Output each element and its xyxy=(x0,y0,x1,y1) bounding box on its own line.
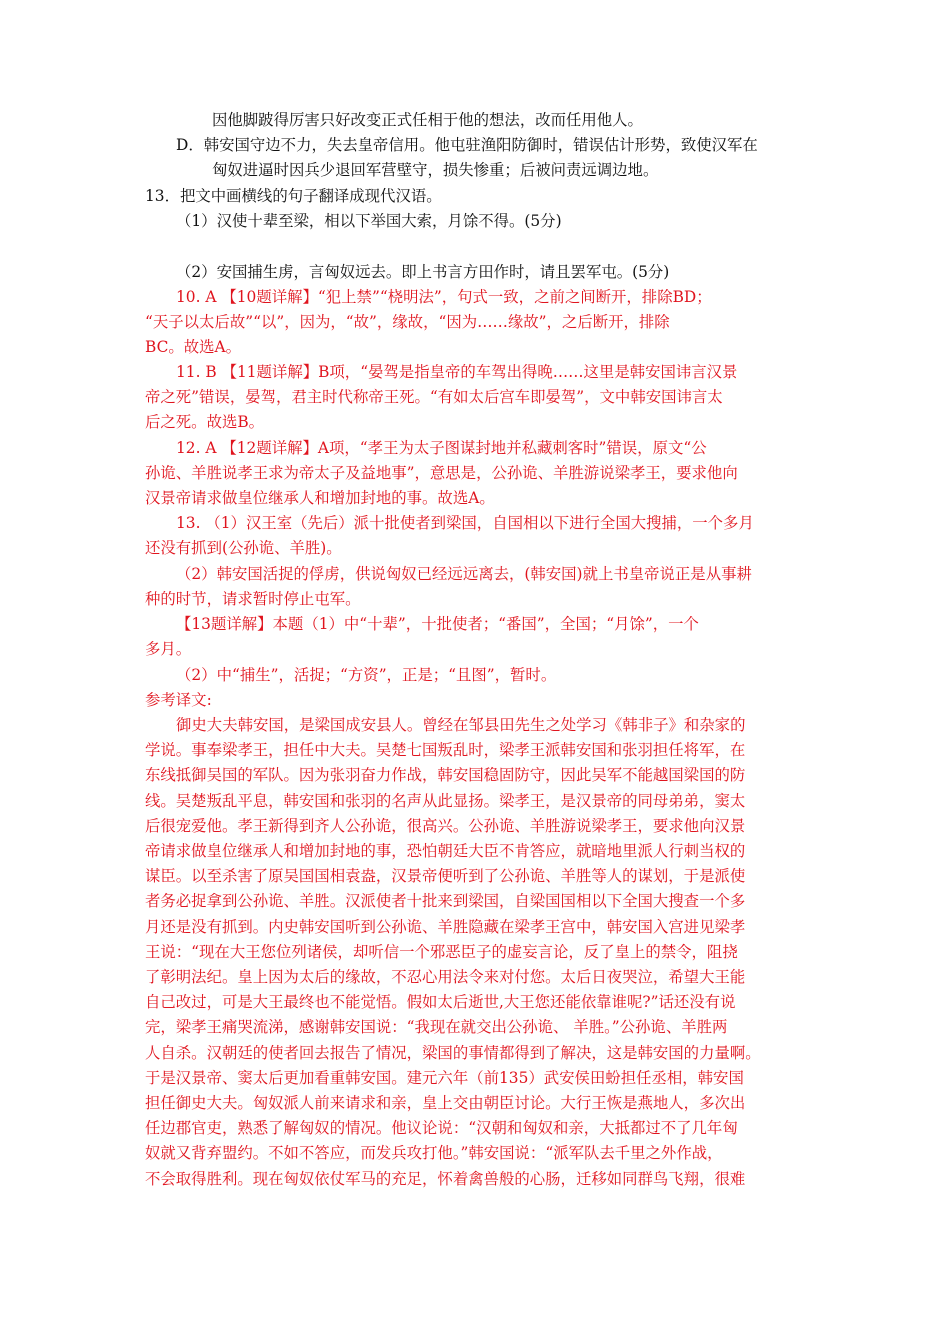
text-line: 帝之死”错误，晏驾，君主时代称帝王死。“有如太后宫车即晏驾”，文中韩安国讳言太 xyxy=(145,388,723,406)
text-line: 汉景帝请求做皇位继承人和增加封地的事。故选A。 xyxy=(145,489,495,507)
text-line: 完，梁孝王痛哭流涕，感谢韩安国说：“我现在就交出公孙诡、 羊胜。”公孙诡、羊胜两 xyxy=(145,1018,728,1036)
text-line: 谋臣。以至杀害了原吴国国相袁盎，汉景帝便听到了公孙诡、羊胜等人的谋划，于是派使 xyxy=(145,867,746,885)
text-line: 匈奴进逼时因兵少退回军营壁守，损失惨重；后被问责远调边地。 xyxy=(212,161,659,179)
text-line: 11. B 【11题详解】B项，“晏驾是指皇帝的车驾出得晚……这里是韩安国讳言汉景 xyxy=(176,363,738,381)
text-line: （2）韩安国活捉的俘虏，供说匈奴已经远远离去，(韩安国)就上书皇帝说正是从事耕 xyxy=(176,565,752,583)
text-line: 多月。 xyxy=(145,640,192,658)
text-line: 东线抵御吴国的军队。因为张羽奋力作战，韩安国稳固防守，因此吴军不能越国梁国的防 xyxy=(145,766,746,784)
text-line: 奴就又背弃盟约。不如不答应，而发兵攻打他。”韩安国说：“派军队去千里之外作战， xyxy=(145,1144,723,1162)
text-line: 13．把文中画横线的句子翻译成现代汉语。 xyxy=(145,187,442,205)
text-line: 12. A 【12题详解】A项，“孝王为太子图谋封地并私藏刺客时”错误，原文“公 xyxy=(176,439,707,457)
text-line: 于是汉景帝、窦太后更加看重韩安国。建元六年（前135）武安侯田蚡担任丞相，韩安国 xyxy=(145,1069,744,1087)
text-line: 者务必捉拿到公孙诡、羊胜。汉派使者十批来到梁国，自梁国国相以下全国大搜查一个多 xyxy=(145,892,746,910)
text-line: 了彰明法纪。皇上因为太后的缘故，不忍心用法令来对付您。太后日夜哭泣，希望大王能 xyxy=(145,968,746,986)
text-line: 不会取得胜利。现在匈奴依仗军马的充足，怀着禽兽般的心肠，迁移如同群鸟飞翔，很难 xyxy=(145,1170,746,1188)
text-line: BC。故选A。 xyxy=(145,338,242,356)
text-line: 还没有抓到(公孙诡、羊胜)。 xyxy=(145,539,342,557)
text-line: 线。吴楚叛乱平息，韩安国和张羽的名声从此显扬。梁孝王，是汉景帝的同母弟弟，窦太 xyxy=(145,792,746,810)
text-line: 担任御史大夫。匈奴派人前来请求和亲，皇上交由朝臣讨论。大行王恢是燕地人，多次出 xyxy=(145,1094,746,1112)
text-line: 月还是没有抓到。内史韩安国听到公孙诡、羊胜隐藏在梁孝王宫中，韩安国入宫进见梁孝 xyxy=(145,918,746,936)
text-line: “天子以太后故”“以”，因为，“故”，缘故，“因为……缘故”，之后断开，排除 xyxy=(145,313,670,331)
text-line: （2）安国捕生虏，言匈奴远去。即上书言方田作时，请且罢军屯。(5分) xyxy=(176,263,670,281)
text-line: 自己改过，可是大王最终也不能觉悟。假如太后逝世,大王您还能依靠谁呢?”话还没有说 xyxy=(145,993,736,1011)
text-line: 人自杀。汉朝廷的使者回去报告了情况，梁国的事情都得到了解决，这是韩安国的力量啊。 xyxy=(145,1044,761,1062)
text-line: 13. （1）汉王室（先后）派十批使者到梁国，自国相以下进行全国大搜捕，一个多月 xyxy=(176,514,754,532)
text-line: 御史大夫韩安国，是梁国成安县人。曾经在邹县田先生之处学习《韩非子》和杂家的 xyxy=(176,716,746,734)
text-line: 种的时节，请求暂时停止屯军。 xyxy=(145,590,361,608)
text-line: （1）汉使十辈至梁，相以下举国大索，月馀不得。(5分) xyxy=(176,212,562,230)
text-line: 帝请求做皇位继承人和增加封地的事，恐怕朝廷大臣不肯答应，就暗地里派人行刺当权的 xyxy=(145,842,746,860)
text-line: 王说：“现在大王您位列诸侯，却听信一个邪恶臣子的虚妄言论，反了皇上的禁令，阻挠 xyxy=(145,943,738,961)
text-line: 孙诡、羊胜说孝王求为帝太子及益地事”，意思是，公孙诡、羊胜游说梁孝王，要求他向 xyxy=(145,464,738,482)
text-line: 任边郡官吏，熟悉了解匈奴的情况。他议论说：“汉朝和匈奴和亲，大抵都过不了几年匈 xyxy=(145,1119,738,1137)
text-line: 后之死。故选B。 xyxy=(145,413,265,431)
text-line: 后很宠爱他。孝王新得到齐人公孙诡，很高兴。公孙诡、羊胜游说梁孝王，要求他向汉景 xyxy=(145,817,746,835)
text-line: 学说。事奉梁孝王，担任中大夫。吴楚七国叛乱时，梁孝王派韩安国和张羽担任将军，在 xyxy=(145,741,746,759)
text-line: 10. A 【10题详解】“犯上禁”“桡明法”，句式一致，之前之间断开，排除BD； xyxy=(176,288,712,306)
text-line: （2）中“捕生”，活捉；“方资”，正是；“且图”，暂时。 xyxy=(176,666,557,684)
text-line: 参考译文: xyxy=(145,691,212,709)
text-line: 【13题详解】本题（1）中“十辈”，十批使者；“番国”，全国；“月馀”，一个 xyxy=(176,615,699,633)
text-line: D．韩安国守边不力，失去皇帝信用。他屯驻渔阳防御时，错误估计形势，致使汉军在 xyxy=(176,136,758,154)
text-line: 因他脚跛得厉害只好改变正式任相于他的想法，改而任用他人。 xyxy=(212,111,643,129)
